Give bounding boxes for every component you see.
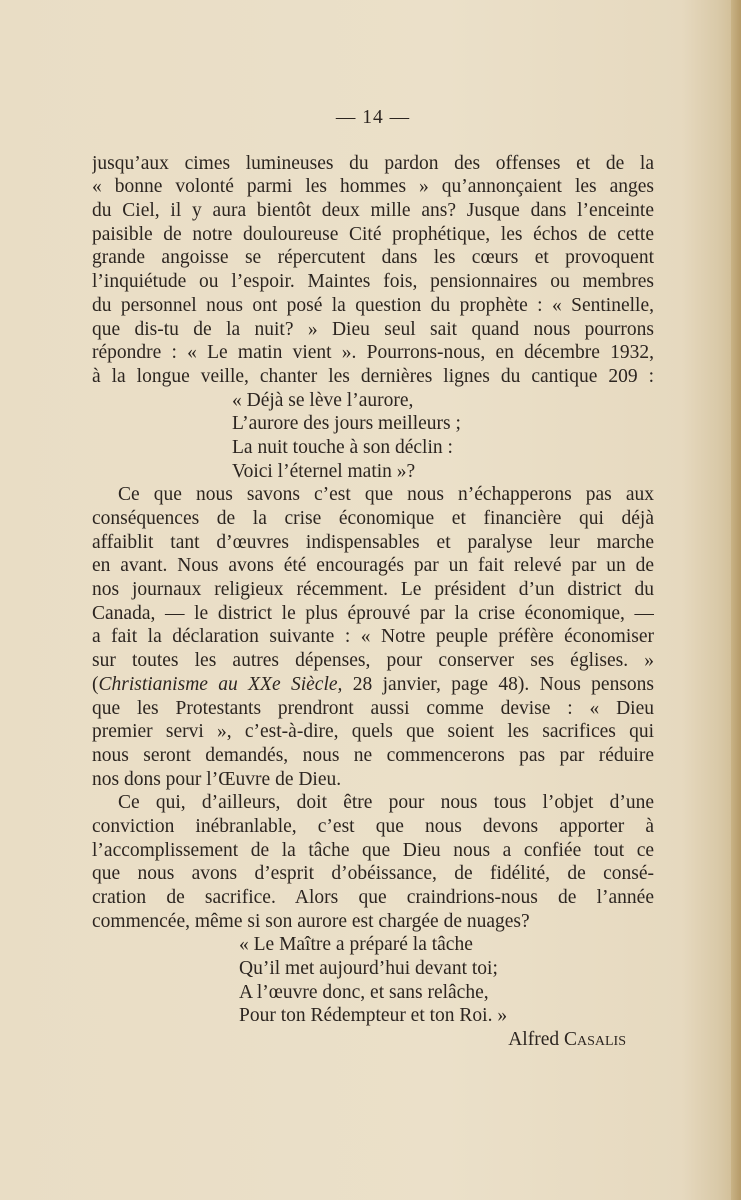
text-line: jusqu’aux cimes lumineuses du pardon des offenses et de la	[92, 152, 654, 174]
text-line: affaiblit tant d’œuvres indispensables et paralyse leur marche	[92, 531, 654, 553]
verse-line: La nuit touche à son déclin :	[232, 436, 453, 458]
verse-line: « Déjà se lève l’aurore,	[232, 389, 414, 411]
verse-1	[92, 389, 654, 484]
text-line: cration de sacrifice. Alors que craindrions-nous de l’année	[92, 887, 654, 909]
text-line: premier servi », c’est-à-dire, quels que soient les sacrifices qui	[92, 721, 654, 743]
text-line: répondre : « Le matin vient ». Pourrons-nous, en décembre 1932,	[92, 342, 654, 364]
paragraph-2-end	[92, 697, 654, 792]
text-line: Ce que nous savons c’est que nous n’échapperons pas aux	[118, 484, 654, 506]
text-line: à la longue veille, chanter les dernières lignes du cantique 209 :	[92, 365, 654, 387]
verse-line: L’aurore des jours meilleurs ;	[232, 413, 461, 435]
text-line: nous seront demandés, nous ne commencerons pas par réduire	[92, 744, 654, 766]
verse-line: A l’œuvre donc, et sans relâche,	[239, 981, 489, 1003]
paragraph-2	[92, 483, 654, 673]
text-line: sur toutes les autres dépenses, pour conserver ses églises. »	[92, 650, 654, 672]
verse-line: Qu’il met aujourd’hui devant toi;	[239, 958, 498, 980]
document-body	[92, 106, 654, 1052]
verse-line: Voici l’éternel matin »?	[232, 460, 416, 482]
text-line: du personnel nous ont posé la question du prophète : « Sentinelle,	[92, 294, 654, 316]
verse-line: « Le Maître a préparé la tâche	[239, 934, 473, 956]
text-line: que nous avons d’esprit d’obéissance, de fidélité, de consé-	[92, 863, 654, 885]
page-number: — 14 —	[335, 107, 411, 128]
text-line: que les Protestants prendront aussi comme devise : « Dieu	[92, 697, 654, 719]
text-line: du Ciel, il y aura bientôt deux mille ans? Jusque dans l’enceinte	[92, 200, 654, 222]
text-line: l’accomplissement de la tâche que Dieu nous a confiée tout ce	[92, 839, 654, 861]
text-line: Ce qui, d’ailleurs, doit être pour nous tous l’objet d’une	[118, 792, 654, 814]
signature	[92, 1028, 654, 1052]
text-line: commencée, même si son aurore est chargée de nuages?	[92, 910, 530, 932]
paragraph-3	[92, 791, 654, 933]
citation-open: (	[92, 673, 99, 695]
citation-line	[92, 673, 654, 697]
text-line: « bonne volonté parmi les hommes » qu’annonçaient les anges	[92, 176, 654, 198]
text-line: conviction inébranlable, c’est que nous devons apporter à	[92, 815, 654, 837]
text-line: conséquences de la crise économique et financière qui déjà	[92, 508, 654, 530]
citation-title: Christianisme au XXe Siècle,	[98, 673, 343, 695]
verse-2	[92, 933, 654, 1028]
text-line: Canada, — le district le plus éprouvé par la crise économique, —	[92, 602, 654, 624]
paragraph-1	[92, 152, 654, 389]
text-line: nos journaux religieux récemment. Le président d’un district du	[92, 579, 654, 601]
text-line: grande angoisse se répercutent dans les cœurs et provoquent	[92, 247, 654, 269]
citation-rest: 28 janvier, page 48). Nous pensons	[342, 673, 654, 695]
signature-first-name: Alfred	[508, 1029, 560, 1051]
text-line: que dis-tu de la nuit? » Dieu seul sait quand nous pourrons	[92, 318, 654, 340]
page-edge	[731, 0, 741, 1200]
text-line: nos dons pour l’Œuvre de Dieu.	[92, 768, 342, 790]
text-line: l’inquiétude ou l’espoir. Maintes fois, pensionnaires ou membres	[92, 271, 654, 293]
text-line: a fait la déclaration suivante : « Notre peuple préfère économiser	[92, 626, 654, 648]
verse-line: Pour ton Rédempteur et ton Roi. »	[239, 1005, 508, 1027]
text-line: en avant. Nous avons été encouragés par un fait relevé par un de	[92, 555, 654, 577]
text-line: paisible de notre douloureuse Cité prophétique, les échos de cette	[92, 223, 654, 245]
signature-last-name: Casalis	[563, 1029, 626, 1051]
